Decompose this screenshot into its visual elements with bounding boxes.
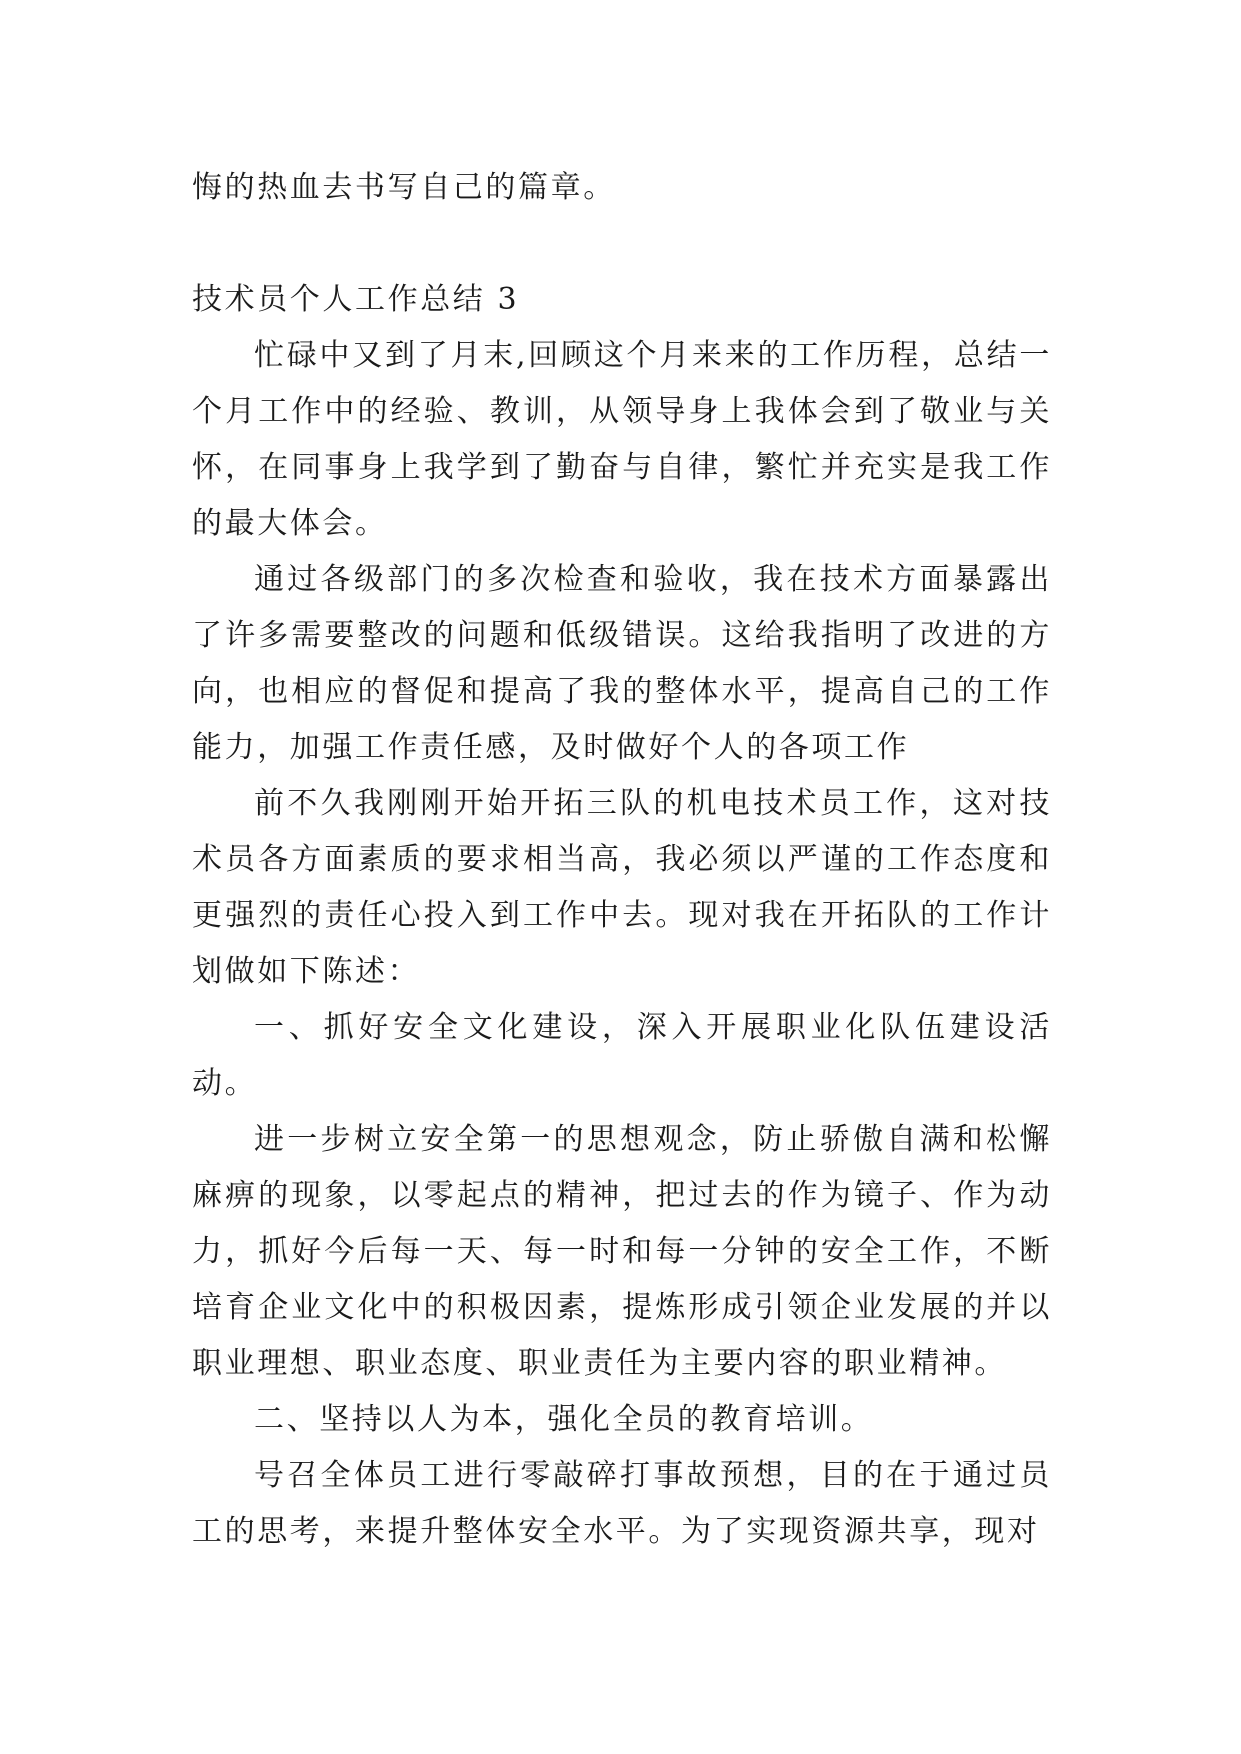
paragraph-1: 忙碌中又到了月末,回顾这个月来来的工作历程，总结一个月工作中的经验、教训，从领导身上我体会到了敬业与关怀，在同事身上我学到了勤奋与自律，繁忙并充实是我工作的最大体会。: [192, 338, 1052, 541]
paragraph-4-list-item-1: 一、抓好安全文化建设，深入开展职业化队伍建设活动。: [192, 1010, 1052, 1101]
document-body: [192, 160, 1052, 1560]
section-heading: 技术员个人工作总结 3: [192, 282, 520, 317]
paragraph-5: 进一步树立安全第一的思想观念，防止骄傲自满和松懈麻痹的现象，以零起点的精神，把过去的作为镜子、作为动力，抓好今后每一天、每一时和每一分钟的安全工作，不断培育企业文化中的积极因素，提炼形成引领企业发展的并以职业理想、职业态度、职业责任为主要内容的职业精神。: [192, 1122, 1052, 1381]
paragraph-gap: [192, 216, 1052, 272]
paragraph-7: 号召全体员工进行零敲碎打事故预想，目的在于通过员工的思考，来提升整体安全水平。为了实现资源共享，现对: [192, 1458, 1052, 1549]
paragraph-2: 通过各级部门的多次检查和验收，我在技术方面暴露出了许多需要整改的问题和低级错误。这给我指明了改进的方向，也相应的督促和提高了我的整体水平，提高自己的工作能力，加强工作责任感，及时做好个人的各项工作: [192, 562, 1052, 765]
paragraph-6-list-item-2: 二、坚持以人为本，强化全员的教育培训。: [254, 1402, 874, 1437]
continuation-line: 悔的热血去书写自己的篇章。: [192, 170, 616, 205]
paragraph-3: 前不久我刚刚开始开拓三队的机电技术员工作，这对技术员各方面素质的要求相当高，我必须以严谨的工作态度和更强烈的责任心投入到工作中去。现对我在开拓队的工作计划做如下陈述：: [192, 786, 1052, 989]
